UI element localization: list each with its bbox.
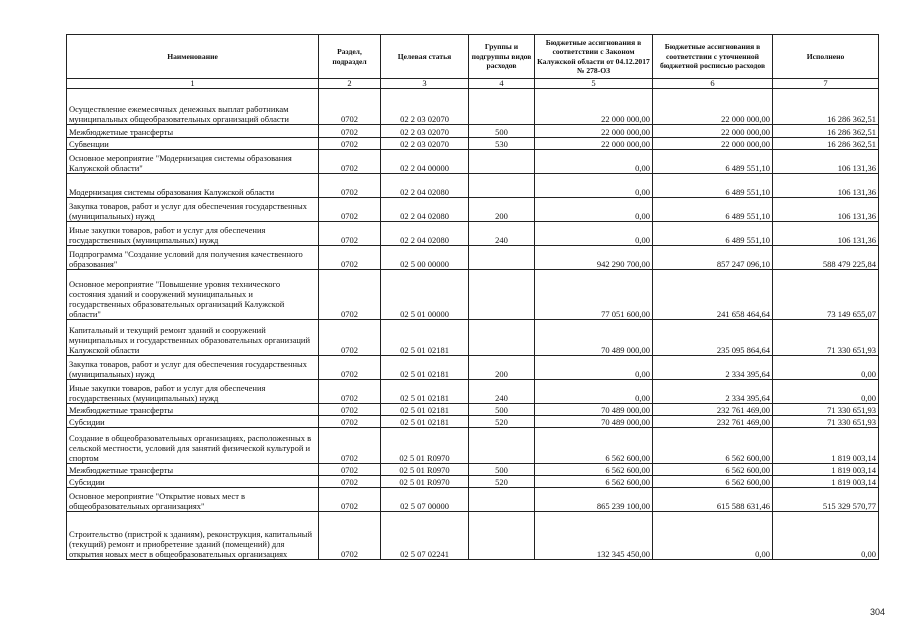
row-budget-law: 70 489 000,00 (535, 404, 653, 416)
row-name: Закупка товаров, работ и услуг для обеспечения государственных (муниципальных) нужд (67, 356, 319, 380)
table-row (67, 246, 879, 270)
row-executed: 1 819 003,14 (773, 464, 879, 476)
table-row (67, 174, 879, 198)
row-budget-law: 77 051 600,00 (535, 270, 653, 320)
table-row (67, 356, 879, 380)
row-group: 530 (469, 138, 535, 150)
column-number: 1 (67, 79, 319, 89)
row-executed: 0,00 (773, 380, 879, 404)
row-executed: 106 131,36 (773, 198, 879, 222)
row-section: 0702 (319, 320, 381, 356)
row-section: 0702 (319, 476, 381, 488)
row-budget-refined: 6 489 551,10 (653, 174, 773, 198)
table-row (67, 89, 879, 125)
table-row (67, 198, 879, 222)
column-number: 2 (319, 79, 381, 89)
row-group (469, 270, 535, 320)
row-section: 0702 (319, 222, 381, 246)
col-header-executed: Исполнено (773, 35, 879, 79)
row-group (469, 150, 535, 174)
row-name: Основное мероприятие "Открытие новых мест в общеобразовательных организациях" (67, 488, 319, 512)
row-budget-law: 22 000 000,00 (535, 125, 653, 138)
table-row (67, 150, 879, 174)
row-budget-refined: 232 761 469,00 (653, 404, 773, 416)
row-group: 500 (469, 404, 535, 416)
row-group (469, 512, 535, 560)
row-budget-law: 0,00 (535, 198, 653, 222)
row-executed: 16 286 362,51 (773, 138, 879, 150)
table-row (67, 138, 879, 150)
table-row (67, 222, 879, 246)
table-row (67, 380, 879, 404)
table-row (67, 488, 879, 512)
row-budget-refined: 2 334 395,64 (653, 356, 773, 380)
row-group: 200 (469, 356, 535, 380)
row-name: Межбюджетные трансферты (67, 125, 319, 138)
row-budget-refined: 0,00 (653, 512, 773, 560)
row-name: Создание в общеобразовательных организациях, расположенных в сельской местности, условий для занятий физической культурой и спортом (67, 428, 319, 464)
row-section: 0702 (319, 512, 381, 560)
page-number: 304 (870, 607, 886, 617)
row-target: 02 2 04 02080 (381, 174, 469, 198)
row-name: Модернизация системы образования Калужской области (67, 174, 319, 198)
table-row (67, 416, 879, 428)
row-target: 02 5 01 02181 (381, 320, 469, 356)
row-budget-refined: 2 334 395,64 (653, 380, 773, 404)
row-executed: 71 330 651,93 (773, 404, 879, 416)
column-number: 5 (535, 79, 653, 89)
row-name: Подпрограмма "Создание условий для получения качественного образования" (67, 246, 319, 270)
row-name: Осуществление ежемесячных денежных выплат работникам муниципальных общеобразовательных организаций области (67, 89, 319, 125)
row-target: 02 5 01 00000 (381, 270, 469, 320)
row-budget-refined: 6 489 551,10 (653, 198, 773, 222)
row-target: 02 5 01 02181 (381, 416, 469, 428)
row-group: 500 (469, 125, 535, 138)
row-section: 0702 (319, 404, 381, 416)
row-target: 02 5 00 00000 (381, 246, 469, 270)
row-section: 0702 (319, 428, 381, 464)
col-header-target: Целевая статья (381, 35, 469, 79)
row-name: Межбюджетные трансферты (67, 464, 319, 476)
row-target: 02 5 01 02181 (381, 404, 469, 416)
row-budget-law: 70 489 000,00 (535, 320, 653, 356)
column-number: 7 (773, 79, 879, 89)
row-target: 02 2 03 02070 (381, 89, 469, 125)
row-group (469, 488, 535, 512)
row-budget-law: 0,00 (535, 150, 653, 174)
row-budget-refined: 22 000 000,00 (653, 89, 773, 125)
column-number: 6 (653, 79, 773, 89)
row-target: 02 2 04 00000 (381, 150, 469, 174)
row-executed: 16 286 362,51 (773, 89, 879, 125)
col-header-budget-refined: Бюджетные ассигнования в соответствии с уточненной бюджетной росписью расходов (653, 35, 773, 79)
row-budget-law: 132 345 450,00 (535, 512, 653, 560)
row-section: 0702 (319, 198, 381, 222)
row-target: 02 2 04 02080 (381, 222, 469, 246)
row-executed: 16 286 362,51 (773, 125, 879, 138)
row-section: 0702 (319, 356, 381, 380)
table-row (67, 270, 879, 320)
row-target: 02 2 03 02070 (381, 138, 469, 150)
row-target: 02 5 07 00000 (381, 488, 469, 512)
row-group: 240 (469, 380, 535, 404)
row-executed: 0,00 (773, 356, 879, 380)
row-name: Субсидии (67, 416, 319, 428)
column-number: 3 (381, 79, 469, 89)
row-budget-refined: 22 000 000,00 (653, 125, 773, 138)
row-section: 0702 (319, 380, 381, 404)
row-group: 200 (469, 198, 535, 222)
row-budget-refined: 235 095 864,64 (653, 320, 773, 356)
table-row (67, 464, 879, 476)
row-section: 0702 (319, 150, 381, 174)
row-target: 02 5 01 R0970 (381, 476, 469, 488)
row-executed: 106 131,36 (773, 222, 879, 246)
row-name: Иные закупки товаров, работ и услуг для обеспечения государственных (муниципальных) нужд (67, 222, 319, 246)
row-name: Капитальный и текущий ремонт зданий и сооружений муниципальных и государственных образовательных организаций Калужской области (67, 320, 319, 356)
row-section: 0702 (319, 246, 381, 270)
column-number-row (67, 79, 879, 89)
col-header-section: Раздел, подраздел (319, 35, 381, 79)
row-budget-law: 942 290 700,00 (535, 246, 653, 270)
row-executed: 106 131,36 (773, 174, 879, 198)
row-section: 0702 (319, 174, 381, 198)
row-executed: 73 149 655,07 (773, 270, 879, 320)
row-budget-law: 0,00 (535, 222, 653, 246)
table-row (67, 404, 879, 416)
row-name: Закупка товаров, работ и услуг для обеспечения государственных (муниципальных) нужд (67, 198, 319, 222)
row-budget-refined: 6 562 600,00 (653, 464, 773, 476)
row-name: Основное мероприятие "Повышение уровня технического состояния зданий и сооружений муниципальных и государственных образовательных организаций Калужской области" (67, 270, 319, 320)
row-budget-refined: 6 562 600,00 (653, 428, 773, 464)
row-name: Иные закупки товаров, работ и услуг для обеспечения государственных (муниципальных) нужд (67, 380, 319, 404)
row-budget-law: 0,00 (535, 356, 653, 380)
row-group (469, 320, 535, 356)
row-group: 520 (469, 476, 535, 488)
row-budget-law: 865 239 100,00 (535, 488, 653, 512)
row-section: 0702 (319, 416, 381, 428)
row-executed: 0,00 (773, 512, 879, 560)
row-group: 240 (469, 222, 535, 246)
budget-table (66, 34, 879, 560)
row-budget-law: 6 562 600,00 (535, 428, 653, 464)
row-budget-law: 22 000 000,00 (535, 89, 653, 125)
col-header-name: Наименование (67, 35, 319, 79)
row-group: 500 (469, 464, 535, 476)
row-group (469, 246, 535, 270)
row-name: Субсидии (67, 476, 319, 488)
row-group: 520 (469, 416, 535, 428)
row-target: 02 5 01 02181 (381, 380, 469, 404)
col-header-budget-law: Бюджетные ассигнования в соответствии с Законом Калужской области от 04.12.2017 № 278-ОЗ (535, 35, 653, 79)
row-budget-refined: 6 489 551,10 (653, 222, 773, 246)
row-budget-refined: 6 562 600,00 (653, 476, 773, 488)
row-executed: 1 819 003,14 (773, 476, 879, 488)
row-budget-law: 0,00 (535, 174, 653, 198)
row-name: Межбюджетные трансферты (67, 404, 319, 416)
table-row (67, 512, 879, 560)
row-section: 0702 (319, 125, 381, 138)
row-target: 02 5 01 R0970 (381, 428, 469, 464)
row-name: Строительство (пристрой к зданиям), реконструкция, капитальный (текущий) ремонт и приобретение зданий (помещений) для открытия новых мест в общеобразовательных организациях (67, 512, 319, 560)
row-budget-refined: 615 588 631,46 (653, 488, 773, 512)
row-section: 0702 (319, 138, 381, 150)
row-executed: 588 479 225,84 (773, 246, 879, 270)
row-budget-law: 6 562 600,00 (535, 464, 653, 476)
row-budget-refined: 241 658 464,64 (653, 270, 773, 320)
row-budget-law: 6 562 600,00 (535, 476, 653, 488)
col-header-groups: Группы и подгруппы видов расходов (469, 35, 535, 79)
row-section: 0702 (319, 488, 381, 512)
row-section: 0702 (319, 464, 381, 476)
row-budget-law: 70 489 000,00 (535, 416, 653, 428)
row-budget-refined: 232 761 469,00 (653, 416, 773, 428)
row-executed: 1 819 003,14 (773, 428, 879, 464)
row-executed: 515 329 570,77 (773, 488, 879, 512)
table-row (67, 476, 879, 488)
table-row (67, 320, 879, 356)
row-section: 0702 (319, 89, 381, 125)
row-name: Основное мероприятие "Модернизация системы образования Калужской области" (67, 150, 319, 174)
row-executed: 106 131,36 (773, 150, 879, 174)
row-group (469, 428, 535, 464)
row-budget-law: 0,00 (535, 380, 653, 404)
row-group (469, 174, 535, 198)
row-section: 0702 (319, 270, 381, 320)
row-budget-refined: 857 247 096,10 (653, 246, 773, 270)
row-target: 02 5 01 R0970 (381, 464, 469, 476)
row-target: 02 2 03 02070 (381, 125, 469, 138)
column-number: 4 (469, 79, 535, 89)
row-target: 02 2 04 02080 (381, 198, 469, 222)
row-budget-law: 22 000 000,00 (535, 138, 653, 150)
table-row (67, 428, 879, 464)
row-executed: 71 330 651,93 (773, 416, 879, 428)
row-name: Субвенции (67, 138, 319, 150)
row-executed: 71 330 651,93 (773, 320, 879, 356)
row-budget-refined: 22 000 000,00 (653, 138, 773, 150)
row-target: 02 5 07 02241 (381, 512, 469, 560)
row-budget-refined: 6 489 551,10 (653, 150, 773, 174)
row-target: 02 5 01 02181 (381, 356, 469, 380)
row-group (469, 89, 535, 125)
table-row (67, 125, 879, 138)
